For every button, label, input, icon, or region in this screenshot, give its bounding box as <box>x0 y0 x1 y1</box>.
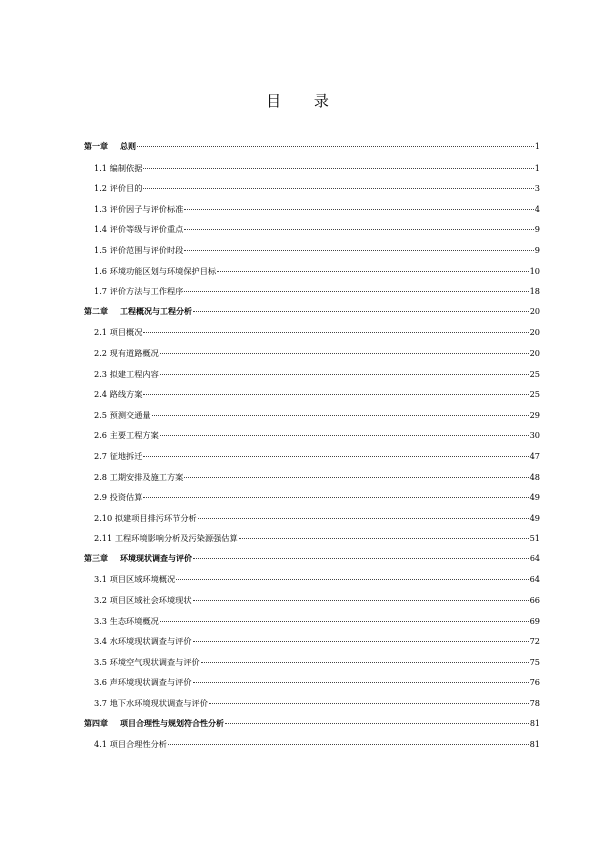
toc-page-number: 78 <box>529 698 540 709</box>
table-of-contents <box>84 137 540 755</box>
toc-page-number: 48 <box>529 471 540 482</box>
dot-leader <box>160 353 529 354</box>
toc-entry-label <box>84 302 192 323</box>
toc-page-number: 9 <box>534 224 540 235</box>
toc-entry-number: 2.8 <box>94 471 108 482</box>
toc-section-entry[interactable] <box>84 384 540 405</box>
dot-leader <box>184 291 528 292</box>
toc-page-number: 64 <box>529 553 540 563</box>
toc-entry-number: 2.10 <box>94 512 113 523</box>
toc-entry-number: 1.6 <box>94 265 108 276</box>
toc-page-number: 81 <box>529 718 540 728</box>
toc-entry-text: 评价方法与工作程序 <box>109 286 184 297</box>
dot-leader <box>176 579 528 580</box>
toc-entry-text: 项目概况 <box>109 327 143 338</box>
toc-section-entry[interactable] <box>84 281 540 302</box>
toc-section-entry[interactable] <box>84 158 540 179</box>
dot-leader <box>184 209 533 210</box>
toc-entry-number: 第四章 <box>84 718 108 728</box>
toc-entry-text: 总则 <box>120 142 136 151</box>
dot-leader <box>160 435 529 436</box>
toc-entry-text: 项目区域环境概况 <box>109 574 176 585</box>
toc-entry-text: 项目区域社会环境现状 <box>109 595 192 606</box>
toc-page-number: 72 <box>529 636 540 647</box>
toc-entry-number: 第一章 <box>84 142 108 151</box>
toc-entry-text: 工期安排及施工方案 <box>109 471 184 482</box>
toc-entry-text: 评价等级与评价重点 <box>109 224 184 235</box>
toc-page-number: 64 <box>529 574 540 585</box>
toc-entry-text: 征地拆迁 <box>109 450 143 461</box>
toc-entry-text: 编制依据 <box>109 162 143 173</box>
toc-section-entry[interactable] <box>84 631 540 652</box>
toc-entry-label <box>94 364 159 385</box>
dot-leader <box>137 146 534 147</box>
toc-section-entry[interactable] <box>84 446 540 467</box>
dot-leader <box>184 229 533 230</box>
toc-entry-text: 项目合理性分析 <box>109 739 167 750</box>
toc-entry-label <box>94 508 197 529</box>
toc-page-number: 76 <box>529 677 540 688</box>
toc-section-entry[interactable] <box>84 364 540 385</box>
toc-entry-number: 3.7 <box>94 698 108 709</box>
dot-leader <box>160 621 529 622</box>
toc-section-entry[interactable] <box>84 199 540 220</box>
toc-entry-text: 项目合理性与规划符合性分析 <box>120 718 224 728</box>
toc-entry-label <box>94 487 142 508</box>
dot-leader <box>209 703 529 704</box>
toc-chapter-entry[interactable] <box>84 714 540 735</box>
toc-entry-text: 生态环境概况 <box>109 615 159 626</box>
toc-entry-label <box>94 240 183 261</box>
toc-entry-number: 1.5 <box>94 244 108 255</box>
toc-section-entry[interactable] <box>84 261 540 282</box>
toc-section-entry[interactable] <box>84 652 540 673</box>
toc-page-number: 47 <box>529 450 540 461</box>
toc-section-entry[interactable] <box>84 467 540 488</box>
toc-entry-label <box>84 137 136 158</box>
toc-entry-label <box>94 219 183 240</box>
toc-section-entry[interactable] <box>84 487 540 508</box>
dot-leader <box>143 168 533 169</box>
toc-page-number: 1 <box>534 162 540 173</box>
toc-section-entry[interactable] <box>84 240 540 261</box>
toc-entry-text: 路线方案 <box>109 389 143 400</box>
toc-entry-text: 评价范围与评价时段 <box>109 244 184 255</box>
toc-entry-label <box>94 405 151 426</box>
toc-entry-text: 投资估算 <box>109 492 143 503</box>
dot-leader <box>193 311 529 312</box>
toc-entry-text: 评价目的 <box>109 183 143 194</box>
dot-leader <box>143 188 533 189</box>
toc-entry-number: 1.3 <box>94 203 108 214</box>
toc-section-entry[interactable] <box>84 672 540 693</box>
toc-entry-number: 2.6 <box>94 430 108 441</box>
toc-entry-number: 1.1 <box>94 162 108 173</box>
toc-entry-text: 环境现状调查与评价 <box>120 553 192 563</box>
toc-page-number: 75 <box>529 656 540 667</box>
toc-entry-text: 地下水环境现状调查与评价 <box>109 698 208 709</box>
toc-entry-text: 工程概况与工程分析 <box>120 306 192 316</box>
toc-section-entry[interactable] <box>84 569 540 590</box>
toc-entry-number: 3.2 <box>94 595 108 606</box>
toc-entry-text: 主要工程方案 <box>109 430 159 441</box>
dot-leader <box>143 497 528 498</box>
toc-entry-number: 第二章 <box>84 306 108 316</box>
toc-entry-number: 2.2 <box>94 347 108 358</box>
toc-page-number: 3 <box>534 183 540 194</box>
toc-entry-text: 环境空气现状调查与评价 <box>109 656 200 667</box>
toc-entry-text: 声环境现状调查与评价 <box>109 677 192 688</box>
toc-page-number: 20 <box>529 327 540 338</box>
toc-entry-text: 工程环境影响分析及污染源强估算 <box>114 533 238 544</box>
dot-leader <box>198 518 529 519</box>
dot-leader <box>160 374 529 375</box>
dot-leader <box>239 538 529 539</box>
toc-entry-label <box>94 467 183 488</box>
toc-section-entry[interactable] <box>84 611 540 632</box>
toc-entry-number: 3.5 <box>94 656 108 667</box>
toc-page-number: 69 <box>529 615 540 626</box>
toc-chapter-entry[interactable] <box>84 137 540 158</box>
toc-page-number: 49 <box>529 512 540 523</box>
dot-leader <box>168 744 529 745</box>
toc-page-number: 30 <box>529 430 540 441</box>
toc-entry-number: 2.11 <box>94 533 113 544</box>
toc-entry-number: 3.3 <box>94 615 108 626</box>
toc-section-entry[interactable] <box>84 322 540 343</box>
toc-entry-text: 评价因子与评价标准 <box>109 203 184 214</box>
dot-leader <box>225 723 529 724</box>
toc-entry-label <box>94 343 159 364</box>
toc-chapter-entry[interactable] <box>84 302 540 323</box>
toc-entry-number: 4.1 <box>94 739 108 750</box>
toc-section-entry[interactable] <box>84 508 540 529</box>
toc-entry-label <box>94 425 159 446</box>
toc-entry-number: 1.7 <box>94 286 108 297</box>
toc-entry-number: 2.9 <box>94 492 108 503</box>
toc-page-number: 29 <box>529 409 540 420</box>
toc-entry-label <box>94 528 238 549</box>
toc-entry-text: 水环境现状调查与评价 <box>109 636 192 647</box>
toc-page-number: 18 <box>529 286 540 297</box>
toc-entry-number: 2.4 <box>94 389 108 400</box>
toc-entry-label <box>94 281 183 302</box>
toc-entry-number: 3.6 <box>94 677 108 688</box>
toc-entry-number: 3.4 <box>94 636 108 647</box>
toc-section-entry[interactable] <box>84 734 540 755</box>
toc-page-number: 9 <box>534 244 540 255</box>
toc-entry-number: 2.7 <box>94 450 108 461</box>
dot-leader <box>201 662 529 663</box>
toc-entry-label <box>84 714 224 735</box>
toc-section-entry[interactable] <box>84 178 540 199</box>
toc-section-entry[interactable] <box>84 343 540 364</box>
toc-page-number: 25 <box>529 389 540 400</box>
toc-page-number: 25 <box>529 368 540 379</box>
toc-entry-number: 1.2 <box>94 183 108 194</box>
toc-page-number: 20 <box>529 347 540 358</box>
toc-entry-label <box>94 693 208 714</box>
toc-entry-label <box>94 672 192 693</box>
toc-page-number: 4 <box>534 203 540 214</box>
toc-entry-text: 拟建项目排污环节分析 <box>114 512 197 523</box>
toc-section-entry[interactable] <box>84 219 540 240</box>
toc-entry-number: 3.1 <box>94 574 108 585</box>
toc-page-number: 1 <box>534 142 540 151</box>
dot-leader <box>193 600 529 601</box>
toc-entry-label <box>94 199 183 220</box>
toc-page-number: 10 <box>529 265 540 276</box>
toc-page-number: 20 <box>529 306 540 316</box>
toc-section-entry[interactable] <box>84 693 540 714</box>
dot-leader <box>193 641 529 642</box>
toc-entry-text: 预测交通量 <box>109 409 151 420</box>
toc-entry-label <box>94 322 142 343</box>
toc-entry-label <box>94 158 142 179</box>
toc-entry-label <box>94 446 142 467</box>
dot-leader <box>143 332 528 333</box>
toc-entry-number: 1.4 <box>94 224 108 235</box>
dot-leader <box>143 394 528 395</box>
dot-leader <box>143 456 528 457</box>
toc-entry-label <box>94 734 167 755</box>
toc-entry-number: 2.3 <box>94 368 108 379</box>
toc-entry-text: 现有道路概况 <box>109 347 159 358</box>
toc-entry-label <box>94 611 159 632</box>
dot-leader <box>193 558 529 559</box>
toc-entry-label <box>94 590 192 611</box>
toc-entry-label <box>94 384 142 405</box>
toc-chapter-entry[interactable] <box>84 549 540 570</box>
toc-entry-text: 拟建工程内容 <box>109 368 159 379</box>
toc-page-number: 66 <box>529 595 540 606</box>
dot-leader <box>184 250 533 251</box>
toc-entry-label <box>94 569 175 590</box>
toc-entry-number: 2.5 <box>94 409 108 420</box>
toc-entry-label <box>94 631 192 652</box>
page-title: 目 录 <box>266 92 343 110</box>
toc-page-number: 49 <box>529 492 540 503</box>
dot-leader <box>217 271 528 272</box>
toc-section-entry[interactable] <box>84 528 540 549</box>
toc-entry-label <box>94 178 142 199</box>
dot-leader <box>152 415 529 416</box>
toc-section-entry[interactable] <box>84 425 540 446</box>
toc-entry-label <box>94 652 200 673</box>
toc-page-number: 51 <box>529 533 540 544</box>
toc-section-entry[interactable] <box>84 590 540 611</box>
dot-leader <box>193 682 529 683</box>
dot-leader <box>184 477 528 478</box>
toc-entry-label <box>94 261 216 282</box>
toc-section-entry[interactable] <box>84 405 540 426</box>
toc-page-number: 81 <box>529 739 540 750</box>
toc-entry-text: 环境功能区划与环境保护目标 <box>109 265 217 276</box>
toc-entry-number: 第三章 <box>84 553 108 563</box>
toc-entry-label <box>84 549 192 570</box>
toc-entry-number: 2.1 <box>94 327 108 338</box>
